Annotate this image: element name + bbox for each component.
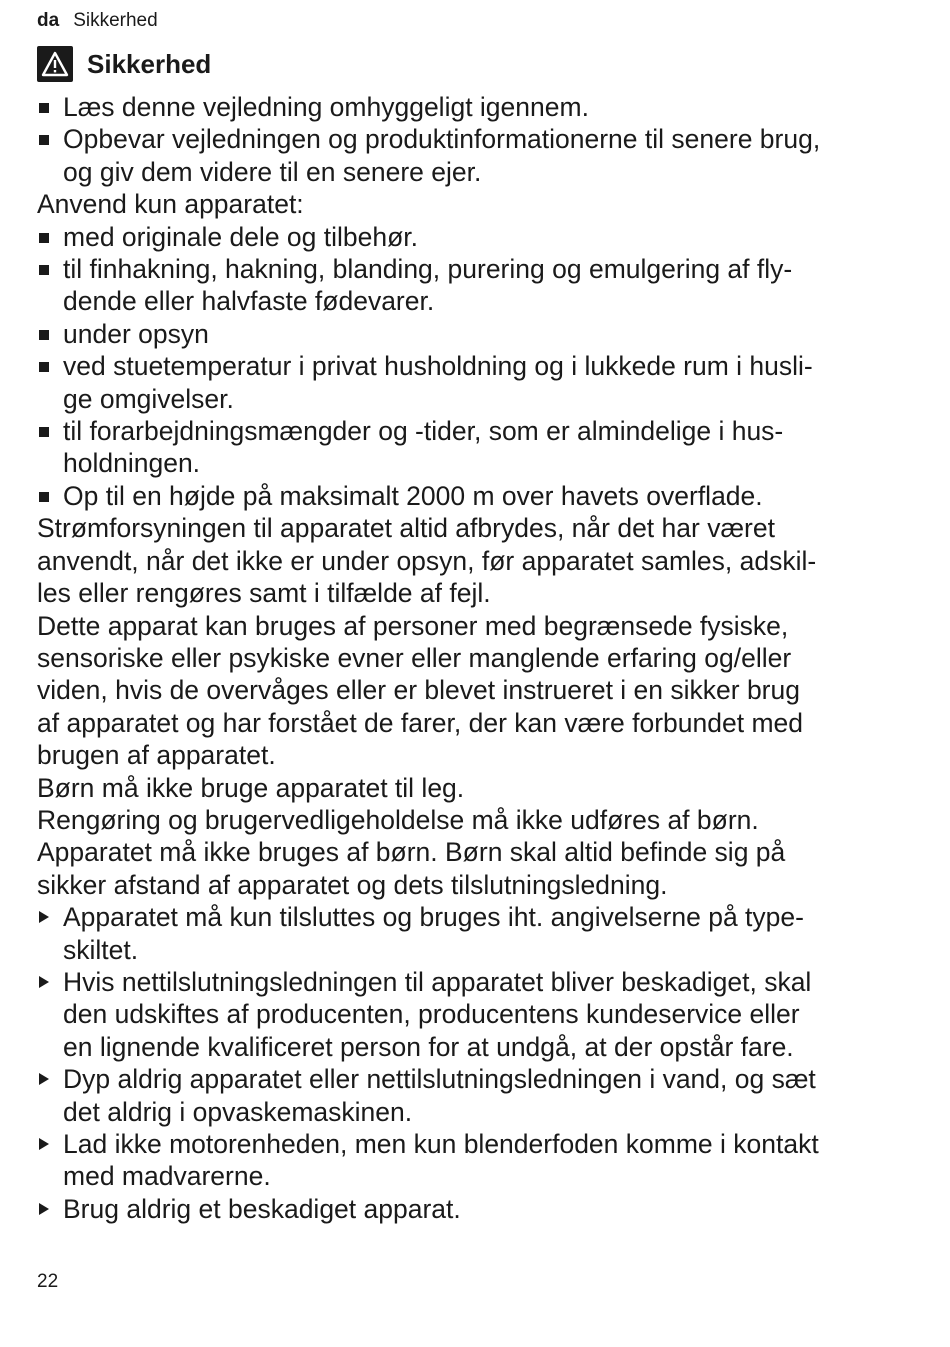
square-bullet-icon bbox=[39, 330, 49, 340]
text-line: og giv dem videre til en senere ejer. bbox=[63, 156, 482, 187]
text-line: Anvend kun apparatet: bbox=[37, 189, 304, 220]
text-line: Børn må ikke bruge apparatet til leg. bbox=[37, 772, 465, 803]
text-line: Apparatet må kun tilsluttes og bruges iht. angivelserne på type- bbox=[63, 902, 804, 933]
bullet-item bbox=[37, 123, 917, 188]
instruction-item bbox=[37, 901, 917, 966]
instruction-item bbox=[37, 1193, 917, 1225]
bullet-item bbox=[37, 480, 917, 512]
bullet-item bbox=[37, 318, 917, 350]
square-bullet-icon bbox=[39, 103, 49, 113]
text-line: Strømforsyningen til apparatet altid afbrydes, når det har været bbox=[37, 513, 775, 544]
language-code: da bbox=[37, 10, 60, 31]
square-bullet-icon bbox=[39, 427, 49, 437]
text-line: Opbevar vejledningen og produktinformationerne til senere brug, bbox=[63, 124, 821, 155]
text-line: med originale dele og tilbehør. bbox=[63, 221, 419, 252]
instruction-item bbox=[37, 1128, 917, 1193]
text-line: dende eller halvfaste fødevarer. bbox=[63, 286, 435, 317]
text-line: Dyp aldrig apparatet eller nettilslutningsledningen i vand, og sæt bbox=[63, 1064, 816, 1095]
text-line: les eller rengøres samt i tilfælde af fejl. bbox=[37, 578, 491, 609]
text-line: skiltet. bbox=[63, 934, 139, 965]
text-line: Læs denne vejledning omhyggeligt igennem. bbox=[63, 92, 589, 122]
warning-triangle-icon bbox=[37, 46, 73, 82]
section-title-row bbox=[37, 46, 211, 82]
header-section: Sikkerhed bbox=[73, 10, 158, 31]
text-line: Hvis nettilslutningsledningen til apparatet bliver beskadiget, skal bbox=[63, 966, 812, 997]
text-line: Rengøring og brugervedligeholdelse må ikke udføres af børn. bbox=[37, 804, 759, 835]
bullet-item bbox=[37, 221, 917, 253]
text-line: med madvarerne. bbox=[63, 1161, 271, 1192]
page-number: 22 bbox=[37, 1271, 59, 1292]
text-line: brugen af apparatet. bbox=[37, 740, 276, 771]
text-line: Dette apparat kan bruges af personer med begrænsede fysiske, bbox=[37, 610, 789, 641]
text-line: under opsyn bbox=[63, 318, 209, 349]
square-bullet-icon bbox=[39, 492, 49, 502]
section-title: Sikkerhed bbox=[87, 49, 212, 79]
text-line: Lad ikke motorenheden, men kun blenderfoden komme i kontakt bbox=[63, 1129, 819, 1159]
text-line: sensoriske eller psykiske evner eller manglende erfaring og/eller bbox=[37, 642, 792, 673]
text-line: ge omgivelser. bbox=[63, 383, 234, 414]
bullet-item bbox=[37, 350, 917, 415]
instruction-item bbox=[37, 966, 917, 1063]
paragraph bbox=[37, 772, 917, 804]
safety-content bbox=[37, 91, 917, 1225]
bullet-item bbox=[37, 253, 917, 318]
square-bullet-icon bbox=[39, 233, 49, 243]
text-line: Op til en højde på maksimalt 2000 m over havets overflade. bbox=[63, 480, 763, 511]
arrow-bullet-icon bbox=[39, 1138, 49, 1150]
arrow-bullet-icon bbox=[39, 976, 49, 988]
bullet-item bbox=[37, 91, 917, 123]
text-line: holdningen. bbox=[63, 448, 201, 479]
text-line: til finhakning, hakning, blanding, purering og emulgering af fly- bbox=[63, 254, 793, 285]
text-line: Brug aldrig et beskadiget apparat. bbox=[63, 1193, 461, 1224]
square-bullet-icon bbox=[39, 135, 49, 145]
arrow-bullet-icon bbox=[39, 1073, 49, 1085]
text-line: en lignende kvalificeret person for at undgå, at der opstår fare. bbox=[63, 1031, 794, 1062]
arrow-bullet-icon bbox=[39, 911, 49, 923]
text-line: af apparatet og har forstået de farer, der kan være forbundet med bbox=[37, 707, 804, 738]
instruction-item bbox=[37, 1063, 917, 1128]
paragraph bbox=[37, 610, 917, 772]
text-line: Apparatet må ikke bruges af børn. Børn skal altid befinde sig på bbox=[37, 837, 786, 868]
running-header bbox=[37, 9, 158, 33]
text-line: det aldrig i opvaskemaskinen. bbox=[63, 1096, 413, 1127]
arrow-bullet-icon bbox=[39, 1203, 49, 1215]
text-line: den udskiftes af producenten, producentens kundeservice eller bbox=[63, 999, 800, 1030]
paragraph bbox=[37, 804, 917, 836]
paragraph bbox=[37, 512, 917, 609]
bullet-item bbox=[37, 415, 917, 480]
text-line: ved stuetemperatur i privat husholdning og i lukkede rum i husli- bbox=[63, 351, 813, 382]
text-line: sikker afstand af apparatet og dets tilslutningsledning. bbox=[37, 869, 668, 900]
text-line: anvendt, når det ikke er under opsyn, før apparatet samles, adskil- bbox=[37, 545, 817, 576]
text-line: viden, hvis de overvåges eller er blevet instrueret i en sikker brug bbox=[37, 675, 800, 706]
paragraph bbox=[37, 188, 917, 220]
square-bullet-icon bbox=[39, 265, 49, 275]
text-line: til forarbejdningsmængder og -tider, som er almindelige i hus- bbox=[63, 416, 784, 447]
paragraph bbox=[37, 836, 917, 901]
square-bullet-icon bbox=[39, 362, 49, 372]
